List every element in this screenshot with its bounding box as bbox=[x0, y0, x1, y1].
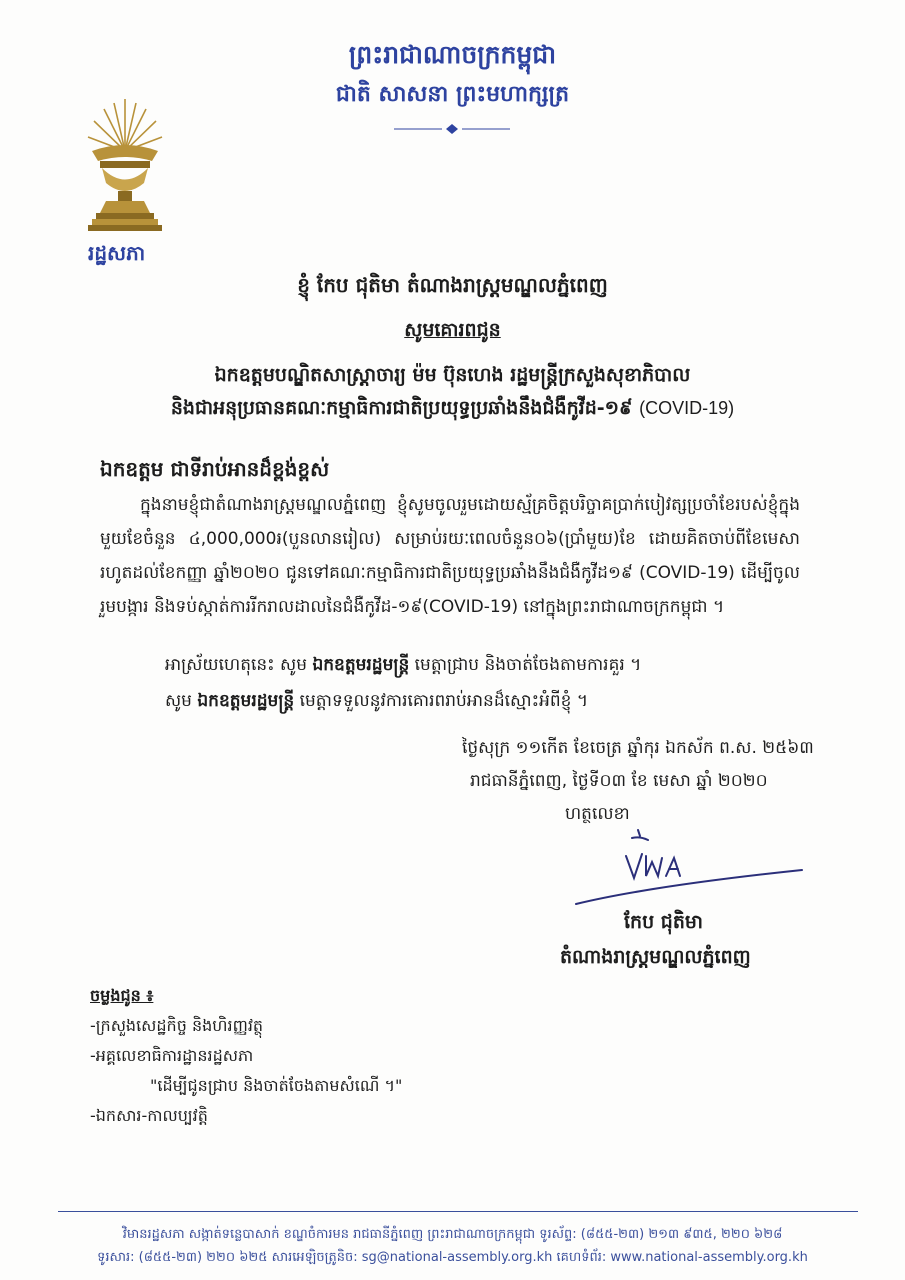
national-motto: ជាតិ សាសនា ព្រះមហាក្សត្រ bbox=[335, 82, 570, 107]
recipient-line-2 bbox=[0, 396, 905, 424]
cc-title: ចម្លងជូន ៖ bbox=[90, 986, 154, 1005]
closing-1-suffix: មេត្តាជ្រាប និងចាត់ចែងតាមការគួរ ។ bbox=[409, 655, 642, 675]
cc-item-note: "ដើម្បីជូនជ្រាប និងចាត់ចែងតាមសំណើ ។" bbox=[150, 1076, 403, 1095]
closing-1-prefix: អាស្រ័យហេតុនេះ សូម bbox=[165, 655, 313, 675]
letter-body-text: ក្នុងនាមខ្ញុំជាតំណាងរាស្ត្រមណ្ឌលភ្នំពេញ ខ្ញុំសូមចូលរួមដោយស្ម័គ្រចិត្តបរិច្ចាគប្រាក់បៀវត្សប្រចាំខែរបស់ខ្ញុំក្នុងមួយខែចំនួន ៤,000,000៛(បួនលានរៀល) សម្រាប់រយៈពេលចំនួន០៦(ប្រាំមួយ)ខែ ដោយគិតចាប់ពីខែមេសា រហូតដល់ខែកញ្ញា ឆ្នាំ២០២០ ជូនទៅគណៈកម្មាធិការជាតិប្រយុទ្ធប្រឆាំងនឹងជំងឺកូវីដ១៩ (COVID-19) ដើម្បីចូលរួមបង្ការ និងទប់ស្កាត់ការរីករាលដាលនៃជំងឺកូវីដ-១៩(COVID-19) នៅក្នុងព្រះរាជាណាចក្រកម្ពុជា ។ bbox=[100, 495, 800, 617]
signature-label: ហត្ថលេខា bbox=[565, 804, 630, 824]
recipient-line-2-latin: (COVID-19) bbox=[639, 398, 735, 418]
letter-body bbox=[100, 488, 800, 624]
footer-address: វិមានរដ្ឋសភា សង្កាត់ទន្លេបាសាក់ ខណ្ឌចំការមន រាជធានីភ្នំពេញ ព្រះរាជាណាចក្រកម្ពុជា ទូរស័ព្ទ: (៨៥៥-២៣) ២១៣ ៩៣៥, ២២០ ៦២៨ bbox=[122, 1227, 783, 1242]
header-ornament bbox=[392, 122, 512, 136]
cc-item: -ក្រសួងសេដ្ឋកិច្ច និងហិរញ្ញវត្ថុ bbox=[90, 1016, 264, 1035]
footer-divider bbox=[58, 1211, 858, 1212]
solar-date: រាជធានីភ្នំពេញ, ថ្ងៃទី០៣ ខែ មេសា ឆ្នាំ ២០២០ bbox=[470, 771, 768, 791]
footer-contact: ទូរសារ: (៨៥៥-២៣) ២២០ ៦២៥ សារអេឡិចត្រូនិច: sg@national-assembly.org.kh គេហទំព័រ: www.national-assembly.org.kh bbox=[97, 1250, 808, 1265]
closing-1-title: ឯកឧត្តមរដ្ឋមន្ត្រី bbox=[312, 655, 410, 675]
closing-2-suffix: មេត្តាទទួលនូវការគោរពរាប់អានដ៏ស្មោះអំពីខ្ញុំ ។ bbox=[294, 691, 589, 711]
closing-line-2 bbox=[165, 690, 588, 715]
handwritten-signature bbox=[570, 820, 810, 910]
sender-line: ខ្ញុំ កែប ជុតិមា តំណាងរាស្ត្រមណ្ឌលភ្នំពេញ bbox=[297, 273, 608, 297]
signer-title: តំណាងរាស្ត្រមណ្ឌលភ្នំពេញ bbox=[560, 946, 751, 968]
closing-2-prefix: សូម bbox=[165, 691, 198, 711]
recipient-line-2-text: និងជាអនុប្រធានគណៈកម្មាធិការជាតិប្រយុទ្ធប្រឆាំងនឹងជំងឺកូវីដ-១៩ bbox=[170, 397, 633, 419]
closing-line-1 bbox=[165, 654, 641, 679]
closing-2-title: ឯកឧត្តមរដ្ឋមន្ត្រី bbox=[197, 691, 295, 711]
letter-subject: ឯកឧត្តម ជាទីរាប់អានដ៏ខ្ពង់ខ្ពស់ bbox=[100, 457, 330, 481]
signer-name: កែប ជុតិមា bbox=[624, 911, 703, 933]
recipient-line-1: ឯកឧត្តមបណ្ឌិតសាស្ត្រាចារ្យ ម៉ម ប៊ុនហេង រដ្ឋមន្ត្រីក្រសួងសុខាភិបាល bbox=[214, 364, 691, 386]
cc-item: -ឯកសារ-កាលប្បវត្តិ bbox=[90, 1106, 208, 1125]
cc-item: -អគ្គលេខាធិការដ្ឋានរដ្ឋសភា bbox=[90, 1046, 254, 1065]
kingdom-title: ព្រះរាជាណាចក្រកម្ពុជា bbox=[348, 40, 557, 69]
national-assembly-emblem-icon bbox=[82, 95, 168, 237]
lunar-date: ថ្ងៃសុក្រ ១១កើត ខែចេត្រ ឆ្នាំកុរ ឯកស័ក ព.ស. ២៥៦៣ bbox=[462, 738, 814, 758]
salutation-respect: សូមគោរពជូន bbox=[404, 319, 501, 341]
institution-label: រដ្ឋសភា bbox=[88, 241, 146, 265]
